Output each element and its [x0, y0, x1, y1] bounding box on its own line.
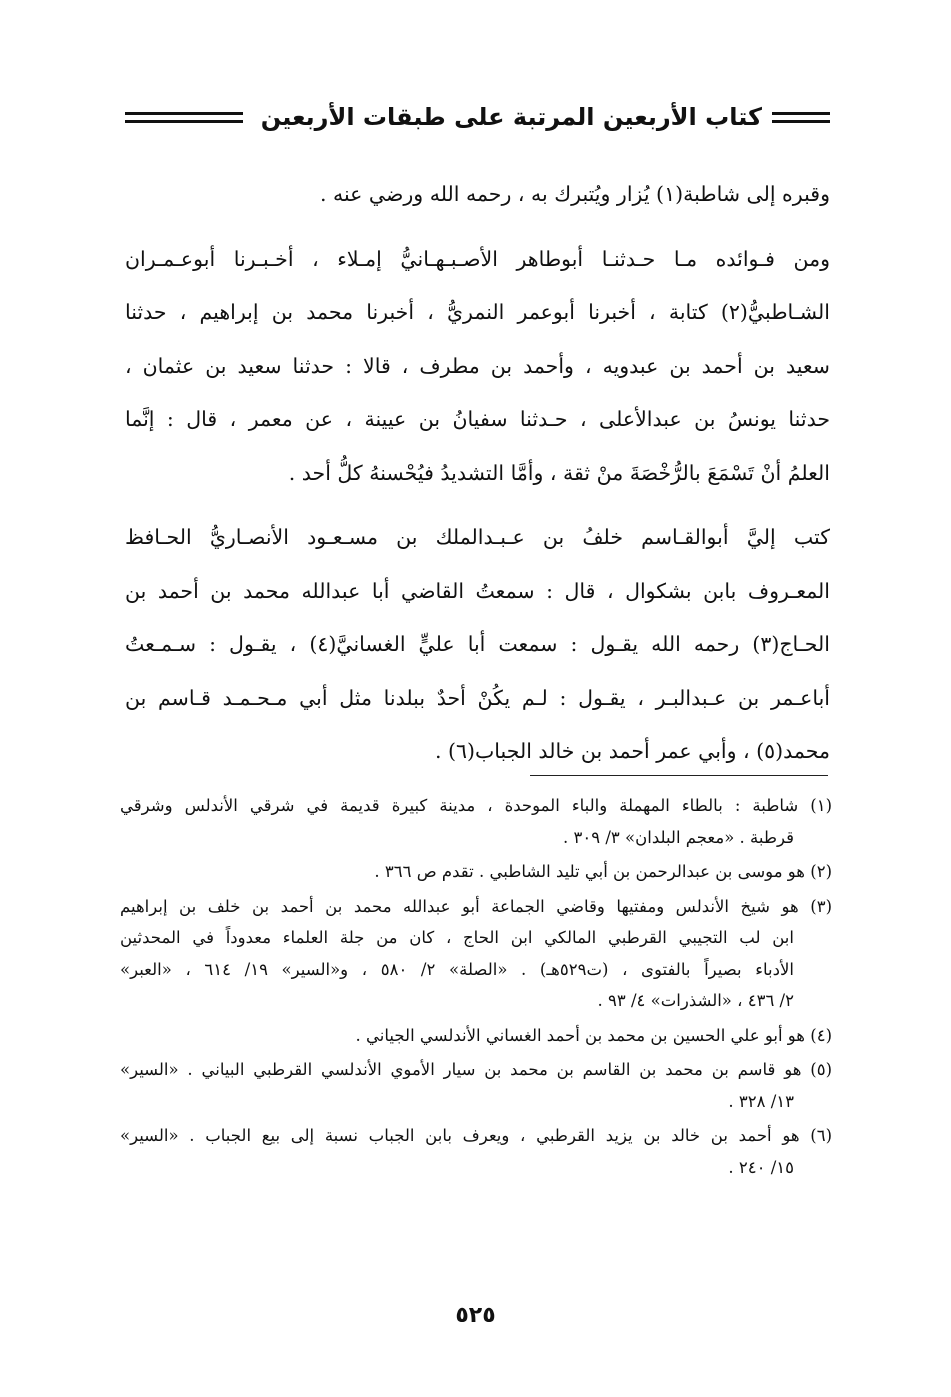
footnote-separator [530, 775, 828, 776]
footnote [120, 1120, 832, 1183]
text-line: محمد(٥) ، وأبي عمر أحمد بن خالد الجباب(٦) . [434, 739, 830, 763]
footnote-line: ٢/ ٤٣٦ ، «الشذرات» ٤/ ٩٣ . [597, 991, 794, 1010]
header-rule-left [125, 112, 243, 123]
text-line: كتب إليَّ أبوالقـاسم خلفُ بن عـبـدالملك بن مسـعـود الأنصـاريُّ الحـافظ [125, 525, 830, 549]
footnote [120, 790, 832, 853]
footnote-line: ابن لب التجيبي القرطبي المالكي ابن الحاج ، كان من جلة العلماء معدوداً في المحدثين [120, 928, 794, 947]
text-line: الشـاطبيُّ(٢) كتابة ، أخبرنا أبوعمر النمريُّ ، أخبرنا محمد بن إبراهيم ، حدثنا [125, 300, 830, 324]
running-header [125, 95, 830, 139]
text-line: أباعـمر بن عـبدالبـر ، يقـول : لـم يكُنْ أحدٌ ببلدنا مثل أبي مـحـمـد قـاسم بن [125, 685, 830, 710]
text-line: ومن فـوائده مـا حـدثنـا أبوطاهر الأصـبـهـانيُّ إمـلاء ، أخـبـرنا أبوعـمـران [125, 246, 830, 271]
header-rule-right [772, 112, 830, 123]
footnote-line: (٦) هو أحمد بن خالد بن يزيد القرطبي ، ويعرف بابن الجباب نسبة إلى بيع الجباب . «السير» [120, 1126, 832, 1145]
text-line: سعيد بن أحمد بن عبدويه ، وأحمد بن مطرف ، قالا : حدثنا سعيد بن عثمان ، [125, 353, 830, 378]
page-number: ٥٢٥ [455, 1303, 496, 1328]
footnote [120, 856, 832, 888]
footnote [120, 1054, 832, 1117]
text-line: الحـاج(٣) رحمه الله يقـول : سمعت أبا عليٍّ الغسانيَّ(٤) ، يقـول : سـمـعتُ [125, 632, 830, 656]
footnote-line: (١) شاطبة : بالطاء المهملة والباء الموحدة ، مدينة كبيرة قديمة في شرقي الأندلس وشرقي [120, 796, 832, 815]
paragraph [125, 511, 830, 779]
paragraph [125, 233, 830, 501]
footnote-line: الأدباء بصيراً بالفتوى ، (ت٥٢٩هـ) . «الصلة» ٢/ ٥٨٠ ، و«السير» ١٩/ ٦١٤ ، «العبر» [120, 959, 794, 979]
footnote-line: (٤) هو أبو علي الحسين بن محمد بن أحمد الغساني الأندلسي الجياني . [355, 1025, 832, 1045]
footnote-line: ١٥/ ٢٤٠ . [728, 1157, 794, 1177]
main-text [125, 168, 830, 790]
footnote [120, 891, 832, 1017]
text-line: العلمُ أنْ تَسْمَعَ بالرُّخْصَةَ منْ ثقة ، وأمَّا التشديدُ فيُحْسنهُ كلُّ أحد . [288, 460, 830, 485]
footnotes [120, 790, 832, 1186]
footnote-line: (٢) هو موسى بن عبدالرحمن بن أبي تليد الشاطبي . تقدم ص ٣٦٦ . [374, 862, 832, 881]
footnote-line: (٣) هو شيخ الأندلس ومفتيها وقاضي الجماعة أبو عبدالله محمد بن أحمد بن خلف بن إبراهيم [120, 896, 832, 916]
footnote-line: قرطبة . «معجم البلدان» ٣/ ٣٠٩ . [563, 827, 794, 847]
text-line: المعـروف بابن بشكوال ، قال : سمعتُ القاضي أبا عبدالله محمد بن أحمد بن [125, 578, 830, 603]
text-line: حدثنا يونسُ بن عبدالأعلى ، حـدثنا سفيانُ بن عيينة ، عن معمر ، قال : إنَّما [125, 407, 830, 431]
text-line: وقبره إلى شاطبة(١) يُزار ويُتبرك به ، رحمه الله ورضي عنه . [319, 182, 830, 206]
paragraph [125, 168, 830, 222]
footnote [120, 1020, 832, 1052]
page-title: كتاب الأربعين المرتبة على طبقات الأربعين [260, 103, 762, 131]
footnote-line: ١٣/ ٣٢٨ . [728, 1091, 794, 1111]
footnote-line: (٥) هو قاسم بن محمد بن القاسم بن محمد بن سيار الأموي الأندلسي القرطبي البياني . «السير» [120, 1060, 832, 1079]
